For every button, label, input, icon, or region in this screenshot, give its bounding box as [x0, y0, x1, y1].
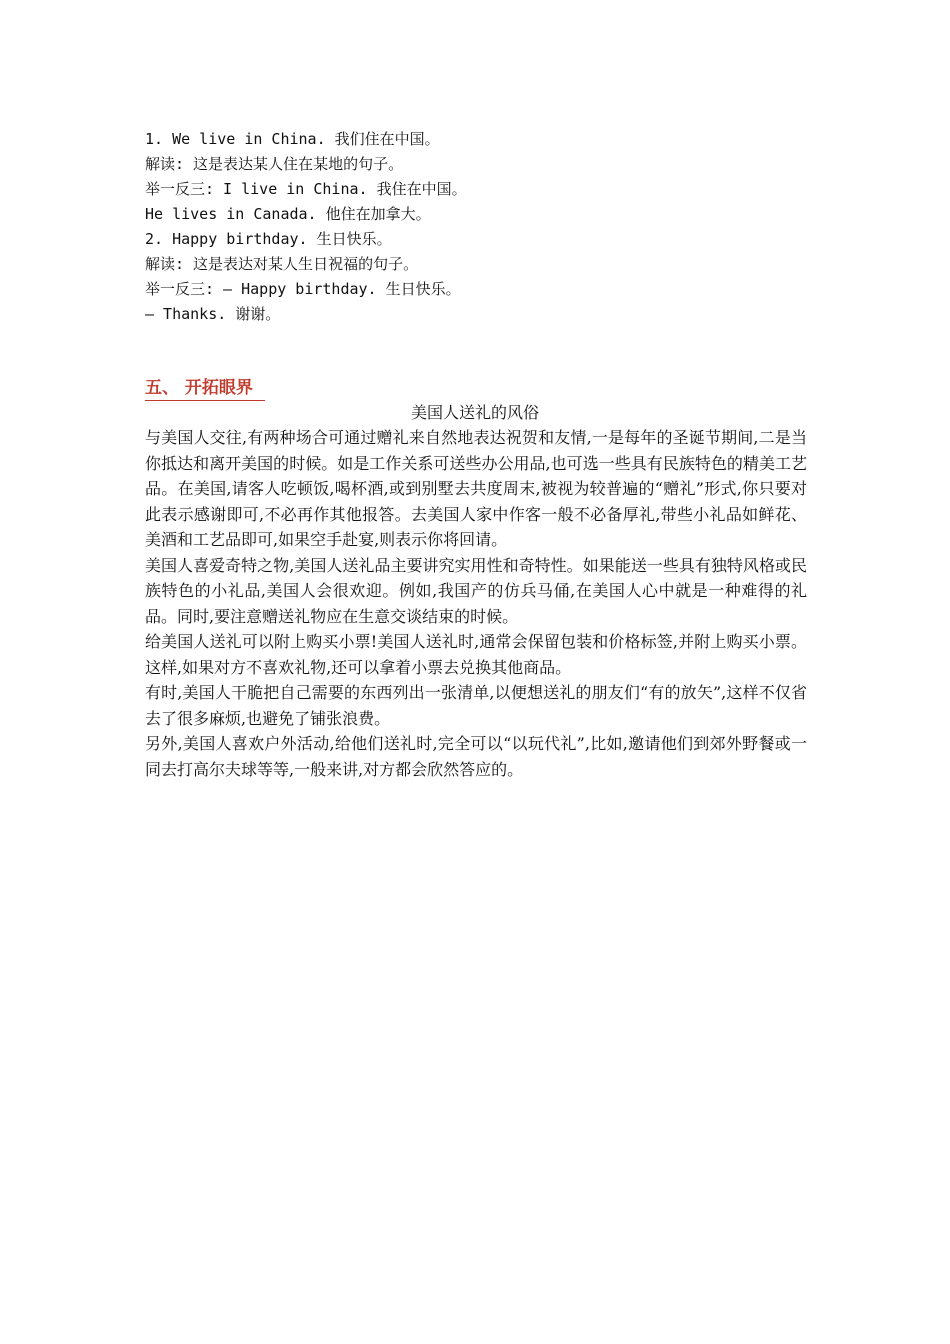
sentence-line: 2. Happy birthday. 生日快乐。: [145, 230, 392, 248]
sentence-line: 解读: 这是表达对某人生日祝福的句子。: [145, 255, 419, 273]
article-body: [145, 425, 807, 782]
article-title: 美国人送礼的风俗: [410, 403, 539, 422]
sentence-line: 解读: 这是表达某人住在某地的句子。: [145, 155, 404, 173]
article-paragraph: 美国人喜爱奇特之物,美国人送礼品主要讲究实用性和奇特性。如果能送一些具有独特风格或民族特色的小礼品,美国人会很欢迎。例如,我国产的仿兵马俑,在美国人心中就是一种难得的礼品。同时,要注意赠送礼物应在生意交谈结束的时候。: [145, 555, 807, 626]
sentence-line: 举一反三: I live in China. 我住在中国。: [145, 180, 467, 198]
sentence-line: 举一反三: — Happy birthday. 生日快乐。: [145, 280, 461, 298]
sentence-line: He lives in Canada. 他住在加拿大。: [145, 205, 431, 223]
article-paragraph: 有时,美国人干脆把自己需要的东西列出一张清单,以便想送礼的朋友们“有的放矢”,这样不仅省去了很多麻烦,也避免了铺张浪费。: [145, 683, 807, 728]
sentence-line: 1. We live in China. 我们住在中国。: [145, 130, 440, 148]
article-paragraph: 给美国人送礼可以附上购买小票!美国人送礼时,通常会保留包装和价格标签,并附上购买小票。这样,如果对方不喜欢礼物,还可以拿着小票去兑换其他商品。: [145, 632, 807, 677]
sentence-list: [145, 127, 845, 327]
article-paragraph: 另外,美国人喜欢户外活动,给他们送礼时,完全可以“以玩代礼”,比如,邀请他们到郊外野餐或一同去打高尔夫球等等,一般来讲,对方都会欣然答应的。: [145, 734, 807, 779]
section-heading: 五、 开拓眼界: [145, 376, 265, 401]
sentence-line: — Thanks. 谢谢。: [145, 305, 281, 323]
article-paragraph: 与美国人交往,有两种场合可通过赠礼来自然地表达祝贺和友情,一是每年的圣诞节期间,二是当你抵达和离开美国的时候。如是工作关系可送些办公用品,也可选一些具有民族特色的精美工艺品。在美国,请客人吃顿饭,喝杯酒,或到别墅去共度周末,被视为较普遍的“赠礼”形式,你只要对此表示感谢即可,不必再作其他报答。去美国人家中作客一般不必备厚礼,带些小礼品如鲜花、美酒和工艺品即可,如果空手赴宴,则表示你将回请。: [145, 428, 807, 549]
